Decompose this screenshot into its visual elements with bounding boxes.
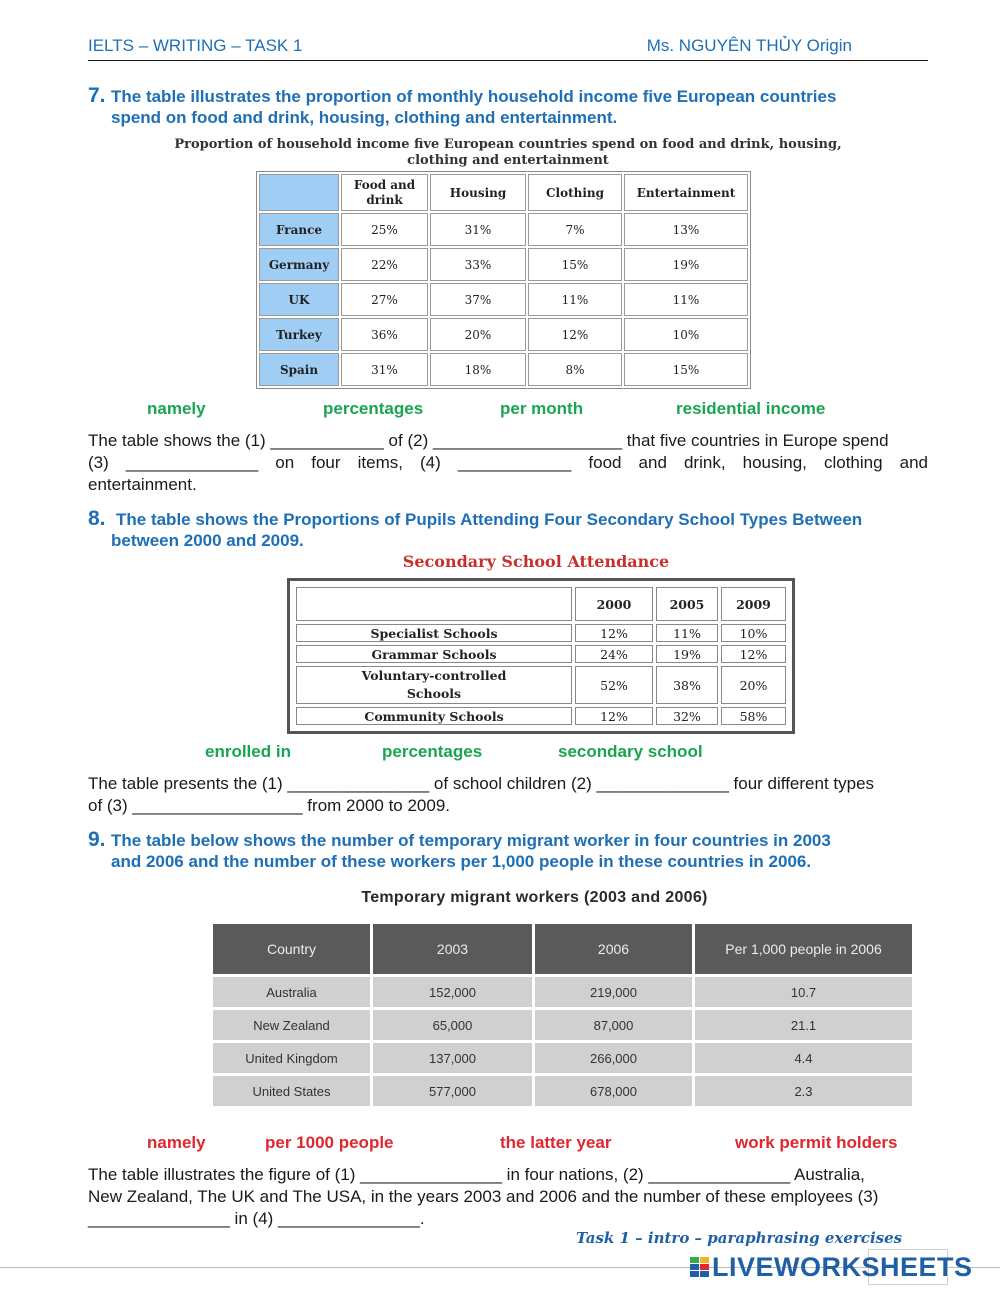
paragraph-line: of (3) __________________ from 2000 to 2009.: [88, 796, 451, 815]
col-header: 2006: [535, 924, 692, 974]
row-header: Spain: [259, 353, 339, 386]
paragraph-line: The table presents the (1) _______________ of school children (2) ______________ four different types: [88, 774, 875, 793]
table-cell: 12%: [528, 318, 622, 351]
question-text-line1: The table shows the Proportions of Pupils Attending Four Secondary School Types Between: [116, 510, 863, 529]
col-header: 2009: [721, 587, 786, 621]
table-cell: 20%: [430, 318, 526, 351]
exercise-7-paragraph: [88, 430, 928, 496]
row-header: Turkey: [259, 318, 339, 351]
table-cell: 11%: [624, 283, 748, 316]
table-cell: 87,000: [535, 1010, 692, 1040]
liveworksheets-logo[interactable]: [690, 1252, 973, 1283]
question-text-line2: spend on food and drink, housing, clothing and entertainment.: [111, 108, 618, 127]
table-cell: 10%: [624, 318, 748, 351]
table-row: [296, 624, 786, 642]
table-7: [256, 171, 751, 389]
table-title-line2: clothing and entertainment: [407, 153, 609, 168]
liveworksheets-logo-text: LIVEWORKSHEETS: [712, 1252, 973, 1282]
keyword-the-latter-year: the latter year: [500, 1133, 612, 1152]
table-cell: 32%: [656, 707, 718, 725]
table-cell: 65,000: [373, 1010, 532, 1040]
table-row: [259, 353, 748, 386]
question-number: 9.: [88, 828, 106, 851]
keyword-enrolled-in: enrolled in: [205, 742, 291, 761]
footer-caption: Task 1 – intro – paraphrasing exercises: [576, 1229, 903, 1247]
question-number: 7.: [88, 84, 106, 107]
col-header: Food and drink: [341, 174, 428, 211]
col-header: Country: [213, 924, 370, 974]
paragraph-line: _______________ in (4) _______________.: [88, 1209, 425, 1228]
row-header: United States: [213, 1076, 370, 1106]
table-cell: 12%: [575, 707, 653, 725]
keyword-namely: namely: [147, 1133, 206, 1152]
table-cell: 19%: [624, 248, 748, 281]
table-7-title: [88, 137, 928, 169]
row-header: New Zealand: [213, 1010, 370, 1040]
row-header: UK: [259, 283, 339, 316]
table-cell: 21.1: [695, 1010, 912, 1040]
table-cell: 137,000: [373, 1043, 532, 1073]
table-corner: [296, 587, 572, 621]
table-cell: 24%: [575, 645, 653, 663]
table-cell: 8%: [528, 353, 622, 386]
page-header: [88, 36, 928, 61]
col-header: Entertainment: [624, 174, 748, 211]
keyword-work-permit-holders: work permit holders: [735, 1133, 898, 1152]
table-9: [210, 921, 915, 1109]
row-header: Grammar Schools: [296, 645, 572, 663]
table-cell: 7%: [528, 213, 622, 246]
table-row: [296, 707, 786, 725]
table-cell: 152,000: [373, 977, 532, 1007]
table-cell: 15%: [624, 353, 748, 386]
table-cell: 38%: [656, 666, 718, 704]
col-header: 2000: [575, 587, 653, 621]
row-header: France: [259, 213, 339, 246]
table-row: [213, 1010, 912, 1040]
table-cell: 20%: [721, 666, 786, 704]
exercise-9-paragraph: [88, 1164, 928, 1230]
table-8-title: Secondary School Attendance: [402, 552, 670, 571]
table-title-line1: Proportion of household income five European countries spend on food and drink, housing,: [174, 137, 842, 152]
table-cell: 36%: [341, 318, 428, 351]
table-cell: 52%: [575, 666, 653, 704]
row-header: Australia: [213, 977, 370, 1007]
table-row: [296, 645, 786, 663]
table-row: [213, 1043, 912, 1073]
table-cell: 2.3: [695, 1076, 912, 1106]
keyword-namely: namely: [147, 399, 206, 418]
table-row: [296, 666, 786, 704]
table-8: [287, 578, 795, 734]
row-header: Voluntary-controlled Schools: [296, 666, 572, 704]
exercise-8-paragraph: [88, 773, 928, 817]
col-header: Per 1,000 people in 2006: [695, 924, 912, 974]
col-header: Housing: [430, 174, 526, 211]
table-row: [259, 283, 748, 316]
header-course-title: IELTS – WRITING – TASK 1: [88, 36, 303, 55]
row-header: Germany: [259, 248, 339, 281]
keyword-per-1000-people: per 1000 people: [265, 1133, 394, 1152]
table-row: [259, 318, 748, 351]
table-cell: 22%: [341, 248, 428, 281]
table-cell: 10.7: [695, 977, 912, 1007]
question-text-line2: and 2006 and the number of these workers per 1,000 people in these countries in 2006.: [111, 852, 812, 871]
col-header: Clothing: [528, 174, 622, 211]
table-cell: 33%: [430, 248, 526, 281]
paragraph-line: The table illustrates the figure of (1) _______________ in four nations, (2) _______________ Australia,: [88, 1165, 865, 1184]
table-cell: 577,000: [373, 1076, 532, 1106]
table-cell: 58%: [721, 707, 786, 725]
col-header: 2005: [656, 587, 718, 621]
keyword-percentages: percentages: [323, 399, 424, 418]
keyword-secondary-school: secondary school: [558, 742, 703, 761]
row-header: United Kingdom: [213, 1043, 370, 1073]
table-cell: 13%: [624, 213, 748, 246]
table-cell: 15%: [528, 248, 622, 281]
table-9-title: Temporary migrant workers (2003 and 2006): [361, 889, 708, 906]
table-cell: 37%: [430, 283, 526, 316]
table-cell: 12%: [721, 645, 786, 663]
row-header: Specialist Schools: [296, 624, 572, 642]
keyword-percentages: percentages: [382, 742, 483, 761]
table-cell: 266,000: [535, 1043, 692, 1073]
table-cell: 219,000: [535, 977, 692, 1007]
table-cell: 31%: [341, 353, 428, 386]
question-text-line2: between 2000 and 2009.: [111, 531, 304, 550]
table-cell: 10%: [721, 624, 786, 642]
table-cell: 19%: [656, 645, 718, 663]
table-row: [259, 248, 748, 281]
table-cell: 12%: [575, 624, 653, 642]
table-row: [213, 977, 912, 1007]
paragraph-line: New Zealand, The UK and The USA, in the years 2003 and 2006 and the number of these employees (3): [88, 1187, 879, 1206]
table-corner: [259, 174, 339, 211]
keyword-residential-income: residential income: [676, 399, 826, 418]
question-text-line1: The table below shows the number of temporary migrant worker in four countries in 2003: [111, 831, 831, 850]
keyword-per-month: per month: [500, 399, 584, 418]
table-cell: 31%: [430, 213, 526, 246]
table-cell: 11%: [528, 283, 622, 316]
row-header: Community Schools: [296, 707, 572, 725]
table-cell: 27%: [341, 283, 428, 316]
table-cell: 678,000: [535, 1076, 692, 1106]
paragraph-line: (3) ______________ on four items, (4) ____________ food and drink, housing, clothing and: [88, 453, 928, 472]
paragraph-line: The table shows the (1) ____________ of (2) ____________________ that five countries in Europe spend: [88, 431, 889, 450]
liveworksheets-logo-icon: [690, 1257, 710, 1279]
paragraph-line: entertainment.: [88, 475, 197, 494]
header-author: Ms. NGUYÊN THỦY Origin: [646, 36, 852, 55]
question-text-line1: The table illustrates the proportion of monthly household income five European countries: [111, 87, 837, 106]
table-cell: 18%: [430, 353, 526, 386]
question-number: 8.: [88, 507, 106, 530]
table-cell: 11%: [656, 624, 718, 642]
table-cell: 25%: [341, 213, 428, 246]
col-header: 2003: [373, 924, 532, 974]
table-row: [213, 1076, 912, 1106]
table-cell: 4.4: [695, 1043, 912, 1073]
table-row: [259, 213, 748, 246]
